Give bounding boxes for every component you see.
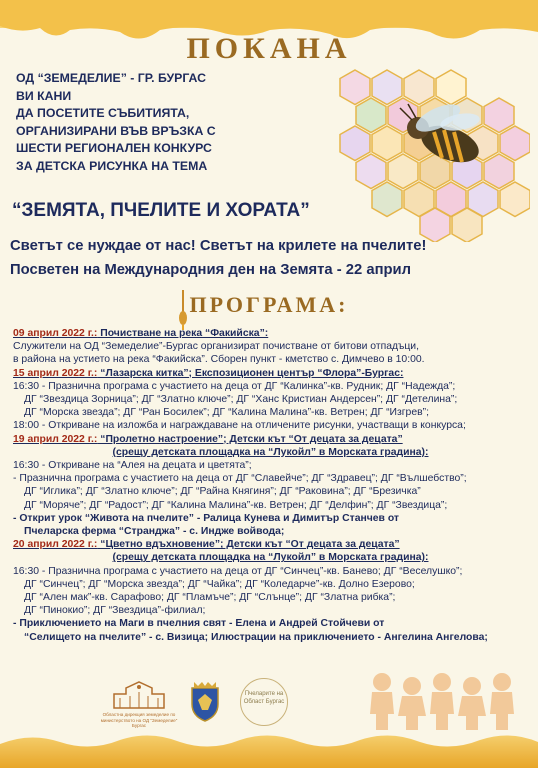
event-heading xyxy=(13,327,528,340)
event-heading xyxy=(13,433,528,446)
bee-icon xyxy=(330,66,530,242)
event-line: Пчеларска ферма “Странджа” - с. Индже войвода; xyxy=(24,526,285,538)
slogan-line: Светът се нуждае от нас! Светът на крилете на пчелите! xyxy=(10,238,427,254)
ministry-logo-text: Областна дирекция земеделие по министерството на ОД “Земеделие” Бургас xyxy=(100,712,178,728)
event-title: “Пролетно настроение”; Детски кът “От децата за децата” xyxy=(97,433,403,445)
event-line: ДГ “Морска звезда”; ДГ “Ран Босилек”; ДГ “Калина Малина”-кв. Ветрен; ДГ “Изгрев”; xyxy=(24,407,429,419)
event-title: “Лазарска китка”; Експозиционен център “Флора”-Бургас: xyxy=(97,367,404,379)
event-line: ДГ “Ален мак”-кв. Сарафово; ДГ “Пламъче”; ДГ “Слънце”; ДГ “Златна рибка”; xyxy=(24,592,396,604)
children-silhouettes-icon xyxy=(368,670,516,736)
intro-line: ЗА ДЕТСКА РИСУНКА НА ТЕМА xyxy=(16,158,208,173)
intro-text xyxy=(16,70,316,175)
event-line: 16:30 - Откриване на “Алея на децата и цветята”; xyxy=(13,460,252,472)
building-icon xyxy=(100,678,178,712)
ministry-logo xyxy=(100,678,178,728)
event-subtitle-text: (срещу детската площадка на “Лукойл” в Морската градина): xyxy=(112,446,429,458)
footer-logos xyxy=(100,678,520,738)
event-line: ДГ “Моряче”; ДГ “Радост”; ДГ “Калина Малина”-кв. Ветрен; ДГ “Делфин”; ДГ “Звездица”; xyxy=(24,499,448,511)
coat-of-arms-icon xyxy=(188,680,222,722)
event-heading xyxy=(13,367,528,380)
event-date: 09 април 2022 г.: xyxy=(13,328,98,339)
event-date: 19 април 2022 г.: xyxy=(13,433,98,445)
event-line: ДГ “Иглика”; ДГ “Златно ключе”; ДГ “Райна Княгиня”; ДГ “Раковина”; ДГ “Брезичка” xyxy=(24,486,421,498)
honey-border-top xyxy=(0,0,538,28)
slogan-line: Посветен на Международния ден на Земята - 22 април xyxy=(10,262,412,278)
honeycomb-bee-illustration xyxy=(330,66,530,242)
intro-line: ДА ПОСЕТИТЕ СЪБИТИЯТА, xyxy=(16,106,190,120)
event-line: “Селището на пчелите” - с. Визица; Илюстрации на приключението - Ангелина Ангелова; xyxy=(24,631,488,643)
event-line: ДГ “Пинокио”; ДГ “Звездица”-филиал; xyxy=(24,605,206,617)
honey-wave-bottom-icon xyxy=(0,730,538,768)
event-title: “Цветно вдъхновение”; Детски кът “От децата за децата” xyxy=(97,539,400,551)
event-line: - Празнична програма с участието на деца от ДГ “Славейче”; ДГ “Здравец”; ДГ “Вълшебство”; xyxy=(13,473,467,485)
event-date: 15 април 2022 г.: xyxy=(13,367,98,379)
beekeepers-logo xyxy=(240,678,288,726)
program-events xyxy=(13,327,528,644)
program-title: ПРОГРАМА: xyxy=(189,292,349,317)
event-line: - Приключението на Маги в пчелния свят - Елена и Андрей Стойчеви от xyxy=(13,618,385,630)
event-subtitle-text: (срещу детската площадка на “Лукойл” в Морската градина): xyxy=(112,552,429,564)
event-line: в района на устието на река “Факийска”. Сборен пункт - кметство с. Димчево в 10:00. xyxy=(13,354,425,366)
event-line: 18:00 - Откриване на изложба и награждаване на отличените рисунки, участващи в конкурса; xyxy=(13,420,466,432)
intro-line: ВИ КАНИ xyxy=(16,88,72,103)
event-subtitle xyxy=(13,551,528,564)
intro-line: ШЕСТИ РЕГИОНАЛЕН КОНКУРС xyxy=(16,141,212,155)
event-line: ДГ “Звездица Зорница”; ДГ “Златно ключе”; ДГ “Ханс Кристиан Андерсен”; ДГ “Детелина”; xyxy=(24,394,458,406)
event-subtitle xyxy=(13,446,528,459)
honey-border-bottom xyxy=(0,730,538,768)
event-line: 16:30 - Празнична програма с участието на деца от ДГ “Калинка”-кв. Рудник; ДГ “Надежда”; xyxy=(13,380,456,392)
intro-line: ОД “ЗЕМЕДЕЛИЕ” - ГР. БУРГАС xyxy=(16,71,206,85)
event-line: ДГ “Синчец”; ДГ “Морска звезда”; ДГ “Чайка”; ДГ “Коледарче”-кв. Долно Езерово; xyxy=(24,578,415,590)
page-title: ПОКАНА xyxy=(186,32,352,65)
beekeepers-logo-text: Пчеларите на Област Бургас xyxy=(243,691,285,705)
event-line: Служители на ОД “Земеделие”-Бургас организират почистване от битови отпадъци, xyxy=(13,341,419,353)
event-line: 16:30 - Празнична програма с участието на деца от ДГ “Синчец”-кв. Банево; ДГ “Веселушко”; xyxy=(13,565,463,577)
event-line: - Открит урок “Живота на пчелите” - Ралица Кунева и Димитър Станчев от xyxy=(13,512,400,524)
event-heading xyxy=(13,538,528,551)
intro-line: ОРГАНИЗИРАНИ ВЪВ ВРЪЗКА С xyxy=(16,123,216,138)
event-date: 20 април 2022 г.: xyxy=(13,539,98,551)
event-title: Почистване на река “Факийска”: xyxy=(97,328,269,339)
contest-theme: “ЗЕМЯТА, ПЧЕЛИТЕ И ХОРАТА” xyxy=(12,200,310,221)
